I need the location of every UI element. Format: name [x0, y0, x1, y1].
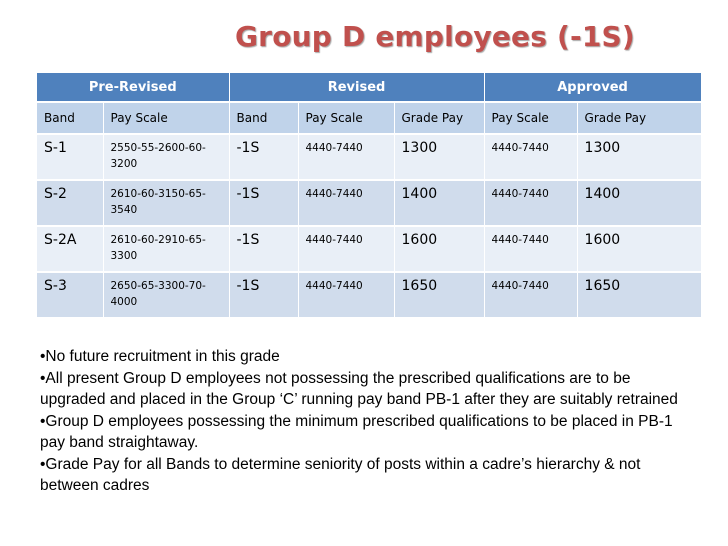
column-header: Band: [229, 102, 298, 134]
rev-band-cell: -1S: [229, 272, 298, 317]
app-scale-cell: 4440-7440: [484, 180, 577, 226]
app-grade-pay-cell: 1600: [577, 226, 701, 272]
rev-scale-cell: 4440-7440: [298, 180, 394, 226]
column-header: Band: [37, 102, 103, 134]
table-row: [37, 272, 701, 317]
note-item: •Group D employees possessing the minimum prescribed qualifications to be placed in PB-1 pay band straightaway.: [40, 412, 673, 451]
pre-scale-cell: 2550-55-2600-60-3200: [103, 134, 229, 180]
group-header-row: [37, 73, 701, 102]
app-grade-pay-cell: 1300: [577, 134, 701, 180]
rev-scale-cell: 4440-7440: [298, 134, 394, 180]
rev-grade-pay-cell: 1400: [394, 180, 484, 226]
rev-grade-pay-cell: 1300: [394, 134, 484, 180]
app-scale-cell: 4440-7440: [484, 134, 577, 180]
pre-scale-cell: 2610-60-3150-65-3540: [103, 180, 229, 226]
note-item: •Grade Pay for all Bands to determine seniority of posts within a cadre’s hierarchy & not between cadres: [40, 455, 641, 494]
app-scale-cell: 4440-7440: [484, 226, 577, 272]
column-header: Pay Scale: [484, 102, 577, 134]
notes-list: [40, 346, 700, 497]
column-header: Grade Pay: [577, 102, 701, 134]
pre-scale-cell: 2650-65-3300-70-4000: [103, 272, 229, 317]
app-grade-pay-cell: 1650: [577, 272, 701, 317]
group-header-revised: Revised: [229, 73, 484, 102]
column-header-row: [37, 102, 701, 134]
column-header: Pay Scale: [298, 102, 394, 134]
pre-band-cell: S-2: [37, 180, 103, 226]
group-header-pre-revised: Pre-Revised: [37, 73, 229, 102]
rev-grade-pay-cell: 1650: [394, 272, 484, 317]
app-scale-cell: 4440-7440: [484, 272, 577, 317]
pay-scale-table: [37, 73, 702, 317]
column-header: Pay Scale: [103, 102, 229, 134]
rev-scale-cell: 4440-7440: [298, 272, 394, 317]
page-title: Group D employees (-1S): [235, 20, 635, 53]
note-item: •All present Group D employees not possessing the prescribed qualifications are to be upgraded and placed in the Group ‘C’ running pay band PB-1 after they are suitably retrained: [40, 369, 678, 408]
table-row: [37, 134, 701, 180]
group-header-approved: Approved: [484, 73, 701, 102]
rev-grade-pay-cell: 1600: [394, 226, 484, 272]
table-row: [37, 226, 701, 272]
note-item: •No future recruitment in this grade: [40, 348, 280, 365]
rev-band-cell: -1S: [229, 180, 298, 226]
rev-scale-cell: 4440-7440: [298, 226, 394, 272]
pre-band-cell: S-2A: [37, 226, 103, 272]
pre-band-cell: S-3: [37, 272, 103, 317]
app-grade-pay-cell: 1400: [577, 180, 701, 226]
pre-scale-cell: 2610-60-2910-65-3300: [103, 226, 229, 272]
column-header: Grade Pay: [394, 102, 484, 134]
rev-band-cell: -1S: [229, 134, 298, 180]
rev-band-cell: -1S: [229, 226, 298, 272]
table-row: [37, 180, 701, 226]
pre-band-cell: S-1: [37, 134, 103, 180]
